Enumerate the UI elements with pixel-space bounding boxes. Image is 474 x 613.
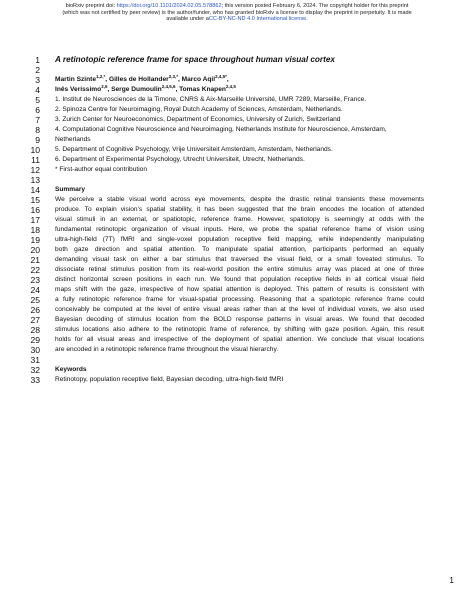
line-number: 26 [30, 305, 40, 315]
line-number: 30 [30, 345, 40, 355]
line-number: 28 [30, 325, 40, 335]
summary-heading-row [0, 185, 474, 195]
summary-text: dissociate retinal stimulus position from its real-world position the entire stimulus array was placed at one of three [55, 266, 424, 273]
affiliation-row [0, 145, 474, 155]
line-number: 22 [30, 265, 40, 275]
header-text: available under a [166, 16, 209, 23]
author-name: Martin Szinte [55, 76, 97, 83]
affiliation-text: 4. Computational Cognitive Neuroscience and Neuroimaging, Netherlands Institute for Neuroscience, Amsterdam, [55, 126, 387, 133]
paper-title: A retinotopic reference frame for space throughout human visual cortex [55, 55, 335, 64]
line-number: 29 [30, 335, 40, 345]
line-number: 11 [31, 155, 40, 165]
summary-line [0, 295, 474, 305]
summary-text: We perceive a stable visual world across eye movements, despite the drastic retinal transients these movements [55, 196, 424, 203]
affiliation-text: 6. Department of Experimental Psychology, Utrecht Universiteit, Utrecht, Netherlands. [55, 156, 305, 163]
line-number: 7 [35, 115, 40, 125]
affiliation-row [0, 125, 474, 135]
line-number: 4 [35, 85, 40, 95]
header-line-3 [0, 16, 474, 23]
summary-line [0, 285, 474, 295]
line-number: 24 [30, 285, 40, 295]
summary-text: ultra-high-field (7T) fMRI and single-voxel population receptive field mapping, while independently manipulating [55, 236, 424, 243]
summary-line [0, 245, 474, 255]
summary-text: produce. To explain vision’s spatial stability, it has been suggested that the brain encodes the location of attended [55, 206, 424, 213]
summary-text: demanding visual task on either a bar stimulus that traversed the visual field, or a small foveated stimulus. To [55, 256, 424, 263]
author-sup: 2,3,* [168, 75, 178, 79]
doi-link[interactable]: https://doi.org/10.1101/2024.02.05.578862 [116, 3, 222, 9]
line-number: 14 [30, 185, 40, 195]
affiliation-text: Netherlands [55, 136, 91, 143]
header-text: . [306, 16, 308, 23]
line-number: 33 [30, 375, 40, 385]
line-number: 3 [35, 75, 40, 85]
summary-text: Bayesian decoding of stimulus location from the BOLD response patterns in visual areas. We found that decoded [55, 316, 424, 323]
header-text: ; this version posted February 6, 2024. The copyright holder for this preprint [221, 3, 409, 9]
author-list [55, 85, 424, 95]
line-number: 10 [30, 145, 40, 155]
summary-line [0, 225, 474, 235]
line-number: 32 [30, 365, 40, 375]
authors-row-1 [0, 75, 474, 85]
keywords-heading-row [0, 365, 474, 375]
line-number: 23 [30, 275, 40, 285]
summary-line [0, 215, 474, 225]
affiliation-row [0, 165, 474, 175]
line-number: 1 [35, 55, 40, 65]
summary-text: holds for all visual areas and irrespective of the deployment of spatial attention. We conclude that visual locations [55, 336, 424, 343]
license-link[interactable]: CC-BY-NC-ND 4.0 International license [208, 16, 307, 23]
summary-text: distinct horizontal screen positions in each run. We found that population receptive fields in all cortical visual field [55, 276, 424, 283]
summary-line [0, 235, 474, 245]
line-number-row [0, 175, 474, 185]
line-number: 2 [35, 65, 40, 75]
summary-line [0, 325, 474, 335]
affiliation-text: 1. Institut de Neurosciences de la Timone, CNRS & Aix-Marseille Université, UMR 7289, Marseille, France. [55, 96, 367, 103]
author-sup: 2,5 [101, 85, 108, 89]
line-number: 25 [30, 295, 40, 305]
title-row [0, 55, 474, 65]
affiliation-text: 3. Zurich Center for Neuroeconomics, Department of Economics, University of Zurich, Switzerland [55, 116, 341, 123]
summary-text: conceivably be computed at the level of entire visual areas rather than at the level of individual voxels, we also used [55, 306, 424, 313]
author-sep: , [226, 76, 229, 83]
author-name: , Marco Aqil [177, 76, 216, 83]
keywords-row [0, 375, 474, 385]
summary-line [0, 255, 474, 265]
summary-line [0, 305, 474, 315]
line-number: 18 [30, 225, 40, 235]
summary-line [0, 345, 474, 355]
author-name: Inês Veríssimo [55, 86, 102, 93]
line-number: 19 [30, 235, 40, 245]
author-sup: 2,4,5* [215, 75, 227, 79]
summary-line [0, 275, 474, 285]
summary-line [0, 335, 474, 345]
summary-line [0, 205, 474, 215]
line-number: 31 [30, 355, 40, 365]
page-number: 1 [449, 575, 454, 585]
summary-text: are encoded in a retinotopic reference frame throughout the visual hierarchy. [55, 346, 279, 353]
line-number: 17 [30, 215, 40, 225]
affiliation-text: 2. Spinoza Centre for Neuroimaging, Royal Dutch Academy of Sciences, Amsterdam, Netherlands. [55, 106, 343, 113]
affiliation-row [0, 95, 474, 105]
line-number-row [0, 355, 474, 365]
line-number: 13 [30, 175, 40, 185]
line-number: 15 [30, 195, 40, 205]
keywords-text: Retinotopy, population receptive field, Bayesian decoding, ultra-high-field fMRI [55, 376, 284, 383]
summary-text: a fully retinotopic reference frame for visual-spatial processing. Reasoning that a spatiotopic reference frame could [55, 296, 424, 303]
summary-text: stimulus locations also adhere to the retinotopic frame of reference, by shifting with gaze position. Again, this result [55, 326, 424, 333]
summary-line [0, 315, 474, 325]
author-sup: 2,4,5,6 [161, 85, 176, 89]
summary-heading: Summary [55, 186, 86, 193]
author-sup: 1,2,* [96, 75, 106, 79]
equal-contribution-note: * First-author equal contribution [55, 166, 147, 173]
authors-row-2 [0, 85, 474, 95]
line-number: 8 [35, 125, 40, 135]
author-list [55, 75, 424, 85]
header-text: bioRxiv preprint doi: [65, 3, 117, 9]
affiliation-row [0, 105, 474, 115]
line-number: 27 [30, 315, 40, 325]
line-number: 12 [30, 165, 40, 175]
line-number: 9 [35, 135, 40, 145]
summary-text: visual stimuli in an external, or spatiotopic, reference frame. However, spatiotopy is seemingly at odds with the [55, 216, 424, 223]
author-name: , Tomas Knapen [175, 86, 226, 93]
summary-line [0, 265, 474, 275]
line-number: 6 [35, 105, 40, 115]
author-name: , Serge Dumoulin [107, 86, 162, 93]
line-number: 16 [30, 205, 40, 215]
summary-text: maps shift with the gaze, irrespective of how spatial attention is deployed. This pattern of results is consistent with [55, 286, 424, 293]
line-number: 5 [35, 95, 40, 105]
affiliation-row [0, 155, 474, 165]
keywords-heading: Keywords [55, 366, 87, 373]
header-line-2: (which was not certified by peer review) is the author/funder, who has granted bioRxiv a license to display the preprint in perpetuity. It is made [62, 9, 412, 16]
author-sup: 2,4,5 [225, 85, 236, 89]
line-number-row [0, 65, 474, 75]
affiliation-text: 5. Department of Cognitive Psychology, Vrije Universiteit Amsterdam, Amsterdam, Netherlands. [55, 146, 333, 153]
header-line-1 [0, 3, 474, 10]
affiliation-row [0, 135, 474, 145]
author-name: , Gilles de Hollander [105, 76, 169, 83]
summary-text: fundamental retinotopic organization of visual inputs. Here, we probe the spatial reference frame of vision using [55, 226, 424, 233]
preprint-header [0, 3, 474, 23]
line-number: 21 [30, 255, 40, 265]
affiliation-row [0, 115, 474, 125]
summary-line [0, 195, 474, 205]
line-number: 20 [30, 245, 40, 255]
summary-text: both gaze direction and spatial attention. To manipulate spatial attention, participants performed an equally [55, 246, 424, 253]
